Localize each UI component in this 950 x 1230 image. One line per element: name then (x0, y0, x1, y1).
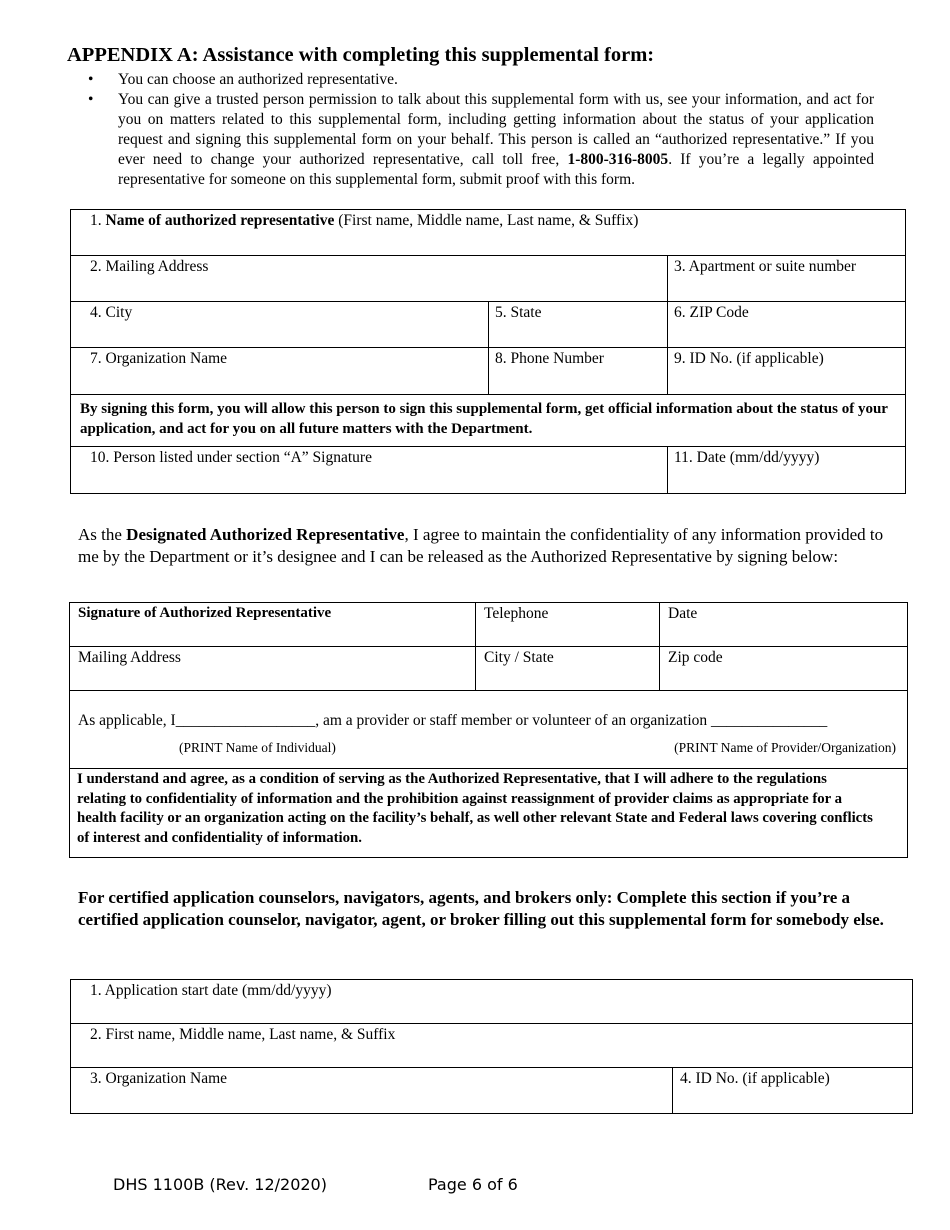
phone-field[interactable] (489, 348, 668, 395)
agreement-text: I understand and agree, as a condition of serving as the Authorized Representative, that I will adhere to the regulations relating to confidentiality of information and the prohibition against reassignment of provider claims as appropriate for a health facility or an organization acting on the facility’s behalf, as well other relevant State and Federal laws covering conflicts of interest and confidentiality of information. (77, 771, 873, 846)
rep-mailing-field[interactable] (70, 647, 476, 691)
applicable-statement[interactable] (70, 691, 907, 769)
rep-date-label: Date (668, 605, 698, 622)
city-field[interactable] (71, 302, 489, 348)
certified-section-heading: For certified application counselors, navigators, agents, and brokers only: Complete this section if you’re a certified application counselor, navigator, agent, or broker filling out this supplemental form for somebody else. (78, 888, 884, 929)
designated-rep-table (69, 602, 908, 858)
bullet-item (86, 90, 874, 190)
rep-zip-field[interactable] (660, 647, 907, 691)
statement-bold: Designated Authorized Representative (126, 525, 405, 544)
applicable-line: As applicable, I__________________, am a provider or staff member or volunteer of an organization _______________ (78, 712, 828, 729)
rep-zip-label: Zip code (668, 649, 723, 666)
certified-id-label: 4. ID No. (if applicable) (680, 1070, 830, 1087)
name-field-number: 1. (90, 212, 102, 229)
statement-post: , I agree to maintain the confidentiality of any information provided to me by the Department or it’s designee and I can be released as the Authorized Representative by signing below: (78, 525, 884, 566)
full-name-field[interactable] (71, 1024, 912, 1068)
bullet-text: You can give a trusted person permission to talk about this supplemental form with us, see your information, and act for you on matters related to this supplemental form, including getting information about the status of your application request and signing this supplemental form on your behalf. This person is called an “authorized representative.” If you ever need to change your authorized representative, call toll free, (118, 91, 874, 168)
print-organization-caption: (PRINT Name of Provider/Organization) (674, 740, 896, 755)
page-title: APPENDIX A: Assistance with completing this supplemental form: (67, 44, 655, 66)
mailing-address-label: 2. Mailing Address (90, 258, 209, 275)
name-field-hint: (First name, Middle name, Last name, & Suffix) (338, 212, 639, 229)
organization-field[interactable] (71, 348, 489, 395)
bullet-text-end: . If you’re a legally appointed representative for someone on this supplemental form, submit proof with this form. (118, 151, 874, 188)
signing-notice (71, 395, 905, 447)
zip-field[interactable] (668, 302, 905, 348)
zip-label: 6. ZIP Code (674, 304, 749, 321)
rep-signature-label: Signature of Authorized Representative (78, 605, 332, 621)
application-start-date-field[interactable] (71, 980, 912, 1024)
print-individual-caption: (PRINT Name of Individual) (179, 740, 336, 755)
bullet-item (86, 70, 874, 90)
organization-label: 7. Organization Name (90, 350, 228, 367)
designated-rep-statement (78, 524, 898, 567)
rep-date-field[interactable] (660, 603, 907, 647)
apartment-label: 3. Apartment or suite number (674, 258, 857, 275)
authorized-rep-table (70, 209, 906, 494)
state-label: 5. State (495, 304, 542, 321)
id-number-field[interactable] (668, 348, 905, 395)
date-field[interactable] (668, 447, 905, 493)
city-label: 4. City (90, 304, 133, 321)
phone-label: 8. Phone Number (495, 350, 604, 367)
date-label: 11. Date (mm/dd/yyyy) (674, 449, 820, 466)
certified-organization-label: 3. Organization Name (90, 1070, 228, 1087)
certified-id-field[interactable] (673, 1068, 912, 1113)
statement-pre: As the (78, 525, 127, 544)
apartment-field[interactable] (668, 256, 905, 302)
state-field[interactable] (489, 302, 668, 348)
application-start-date-label: 1. Application start date (mm/dd/yyyy) (90, 982, 332, 999)
rep-mailing-label: Mailing Address (78, 649, 181, 666)
name-field[interactable] (71, 210, 905, 256)
rep-city-state-label: City / State (484, 649, 554, 666)
toll-free-phone: 1-800-316-8005 (567, 151, 669, 168)
signature-field[interactable] (71, 447, 668, 493)
certified-table (70, 979, 913, 1114)
rep-city-state-field[interactable] (476, 647, 660, 691)
bullet-text: You can choose an authorized representative. (118, 71, 398, 88)
signing-notice-text: By signing this form, you will allow this person to sign this supplemental form, get official information about the status of your application, and act for you on all future matters with the Department. (80, 401, 888, 437)
page-number: Page 6 of 6 (428, 1175, 518, 1194)
id-number-label: 9. ID No. (if applicable) (674, 350, 824, 367)
signature-label: 10. Person listed under section “A” Signature (90, 449, 372, 466)
agreement-notice (70, 769, 907, 857)
full-name-label: 2. First name, Middle name, Last name, & Suffix (90, 1026, 396, 1043)
rep-telephone-field[interactable] (476, 603, 660, 647)
name-field-label: Name of authorized representative (105, 212, 335, 229)
form-id: DHS 1100B (Rev. 12/2020) (113, 1175, 327, 1194)
rep-signature-field[interactable] (70, 603, 476, 647)
certified-organization-field[interactable] (71, 1068, 673, 1113)
mailing-address-field[interactable] (71, 256, 668, 302)
instruction-bullets (86, 70, 874, 190)
rep-telephone-label: Telephone (484, 605, 549, 622)
